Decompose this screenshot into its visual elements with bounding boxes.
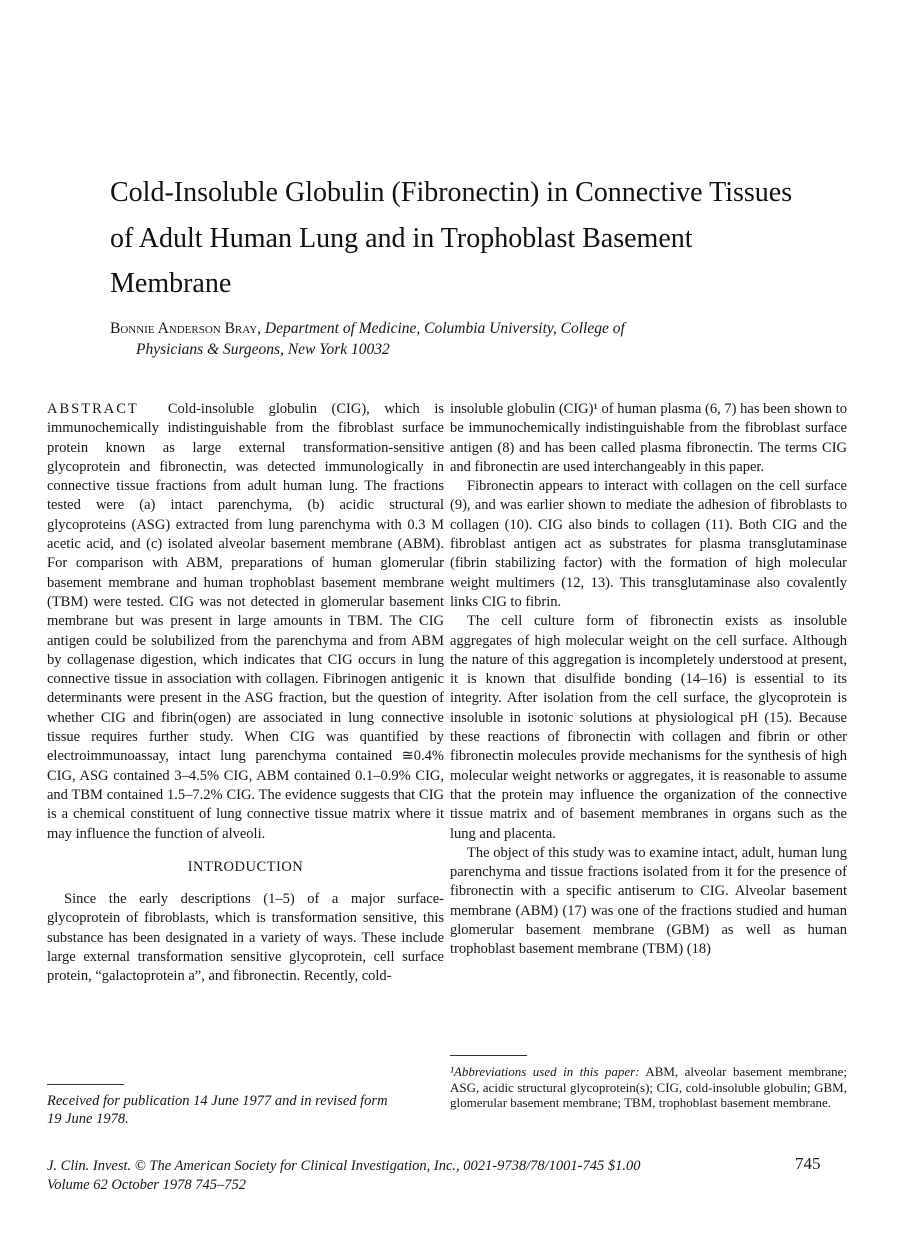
- intro-paragraph-4: The object of this study was to examine intact, adult, human lung parenchyma and tissue fractions isolated from it for the presence of fibronectin with a specific antiserum to CIG. Alveolar basement membrane (ABM) (17) was one of the fractions studied and human glomerular basement membrane (GBM) as well as human trophoblast basement membrane (TBM) (18): [450, 844, 847, 958]
- journal-citation: J. Clin. Invest. © The American Society for Clinical Investigation, Inc., 0021-9738/78/1001-745 $1.00: [47, 1158, 641, 1174]
- intro-paragraph-1-right: insoluble globulin (CIG)¹ of human plasma (6, 7) has been shown to be immunochemically indistinguishable from the fibroblast surface antigen (8) and has been called plasma fibronectin. The terms CIG and fibronectin are used interchangeably in this paper.: [450, 401, 847, 475]
- author-block: [110, 318, 810, 360]
- intro-paragraph-1-left: Since the early descriptions (1–5) of a major surface-glycoprotein of fibroblasts, which is transformation sensitive, this substance has been designated in a variety of ways. These include large external transformation sensitive glycoprotein, cell surface protein, “galactoprotein a”, and fibronectin. Recently, cold-: [47, 891, 444, 985]
- received-line-2: 19 June 1978.: [47, 1111, 129, 1127]
- page-footer: [47, 1157, 847, 1195]
- received-divider: [47, 1084, 124, 1085]
- right-column: [450, 400, 847, 960]
- abstract-label: ABSTRACT: [47, 401, 139, 417]
- intro-paragraph-2: Fibronectin appears to interact with collagen on the cell surface (9), and was earlier shown to mediate the adhesion of fibroblasts to collagen (10). CIG also binds to collagen (11). Both CIG and the fibroblast antigen act as substrates for plasma transglutaminase (fibrin stabilizing factor) with the formation of high molecular weight multimers (12, 13). This transglutaminase also covalently links CIG to fibrin.: [450, 478, 847, 610]
- footnote-label: ¹Abbreviations used in this paper:: [450, 1064, 640, 1079]
- received-line-1: Received for publication 14 June 1977 and in revised form: [47, 1093, 388, 1109]
- affiliation-line-2: Physicians & Surgeons, New York 10032: [136, 341, 390, 358]
- left-column: [47, 400, 444, 987]
- author-name: Bonnie Anderson Bray,: [110, 320, 262, 337]
- received-note: [47, 1092, 447, 1128]
- abstract: [47, 400, 444, 844]
- footnote: [450, 1064, 847, 1111]
- affiliation-line-1: Department of Medicine, Columbia University, College of: [264, 320, 625, 337]
- abstract-text: Cold-insoluble globulin (CIG), which is immunochemically indistinguishable from the fibroblast surface protein known as large external transformation-sensitive glycoprotein and fibronectin, was detected immunologically in connective tissue fractions from adult human lung. The fractions tested were (a) intact parenchyma, (b) acidic structural glycoproteins (ASG) extracted from lung parenchyma with 0.3 M acetic acid, and (c) isolated alveolar basement membrane (ABM). For comparison with ABM, preparations of human glomerular basement membrane and human trophoblast basement membrane (TBM) were tested. CIG was not detected in glomerular basement membrane but was present in large amounts in TBM. The CIG antigen could be solubilized from the parenchyma and from ABM by collagenase digestion, which indicates that CIG occurs in lung connective tissue in association with collagen. Fibrinogen antigenic determinants were present in the ASG fraction, but the question of whether CIG and fibrin(ogen) are associated in lung connective tissue requires further study. When CIG was quantified by electroimmunoassay, intact lung parenchyma contained ≅0.4% CIG, ASG contained 3–4.5% CIG, ABM contained 0.1–0.9% CIG, and TBM contained 1.5–7.2% CIG. The evidence suggests that CIG is a chemical constituent of lung connective tissue matrix where it may influence the function of alveoli.: [47, 401, 445, 842]
- introduction-heading: INTRODUCTION: [187, 858, 304, 875]
- footnote-text: ABM, alveolar basement membrane; ASG, acidic structural glycoprotein(s); CIG, cold-insoluble globulin; GBM, glomerular basement membrane; TBM, trophoblast basement membrane.: [450, 1064, 847, 1111]
- page-number: 745: [795, 1154, 821, 1173]
- volume-info: Volume 62 October 1978 745–752: [47, 1177, 246, 1193]
- footnote-divider: [450, 1055, 527, 1056]
- article-title: Cold-Insoluble Globulin (Fibronectin) in Connective Tissues of Adult Human Lung and in Trophoblast Basement Membrane: [110, 177, 793, 299]
- intro-paragraph-3: The cell culture form of fibronectin exists as insoluble aggregates of high molecular weight on the cell surface. Although the nature of this aggregation is incompletely understood at present, it is known that disulfide bonding (14–16) is essential to its integrity. After isolation from the cell surface, the glycoprotein is insoluble in isotonic solutions at physiological pH (15). Because these reactions of fibronectin with collagen and fibrin or other fibronectin molecules provide mechanisms for the synthesis of high molecular weight networks or aggregates, it is reasonable to assume that the protein may influence the organization of the connective tissue matrix and of basement membranes in organs such as the lung and placenta.: [450, 613, 847, 842]
